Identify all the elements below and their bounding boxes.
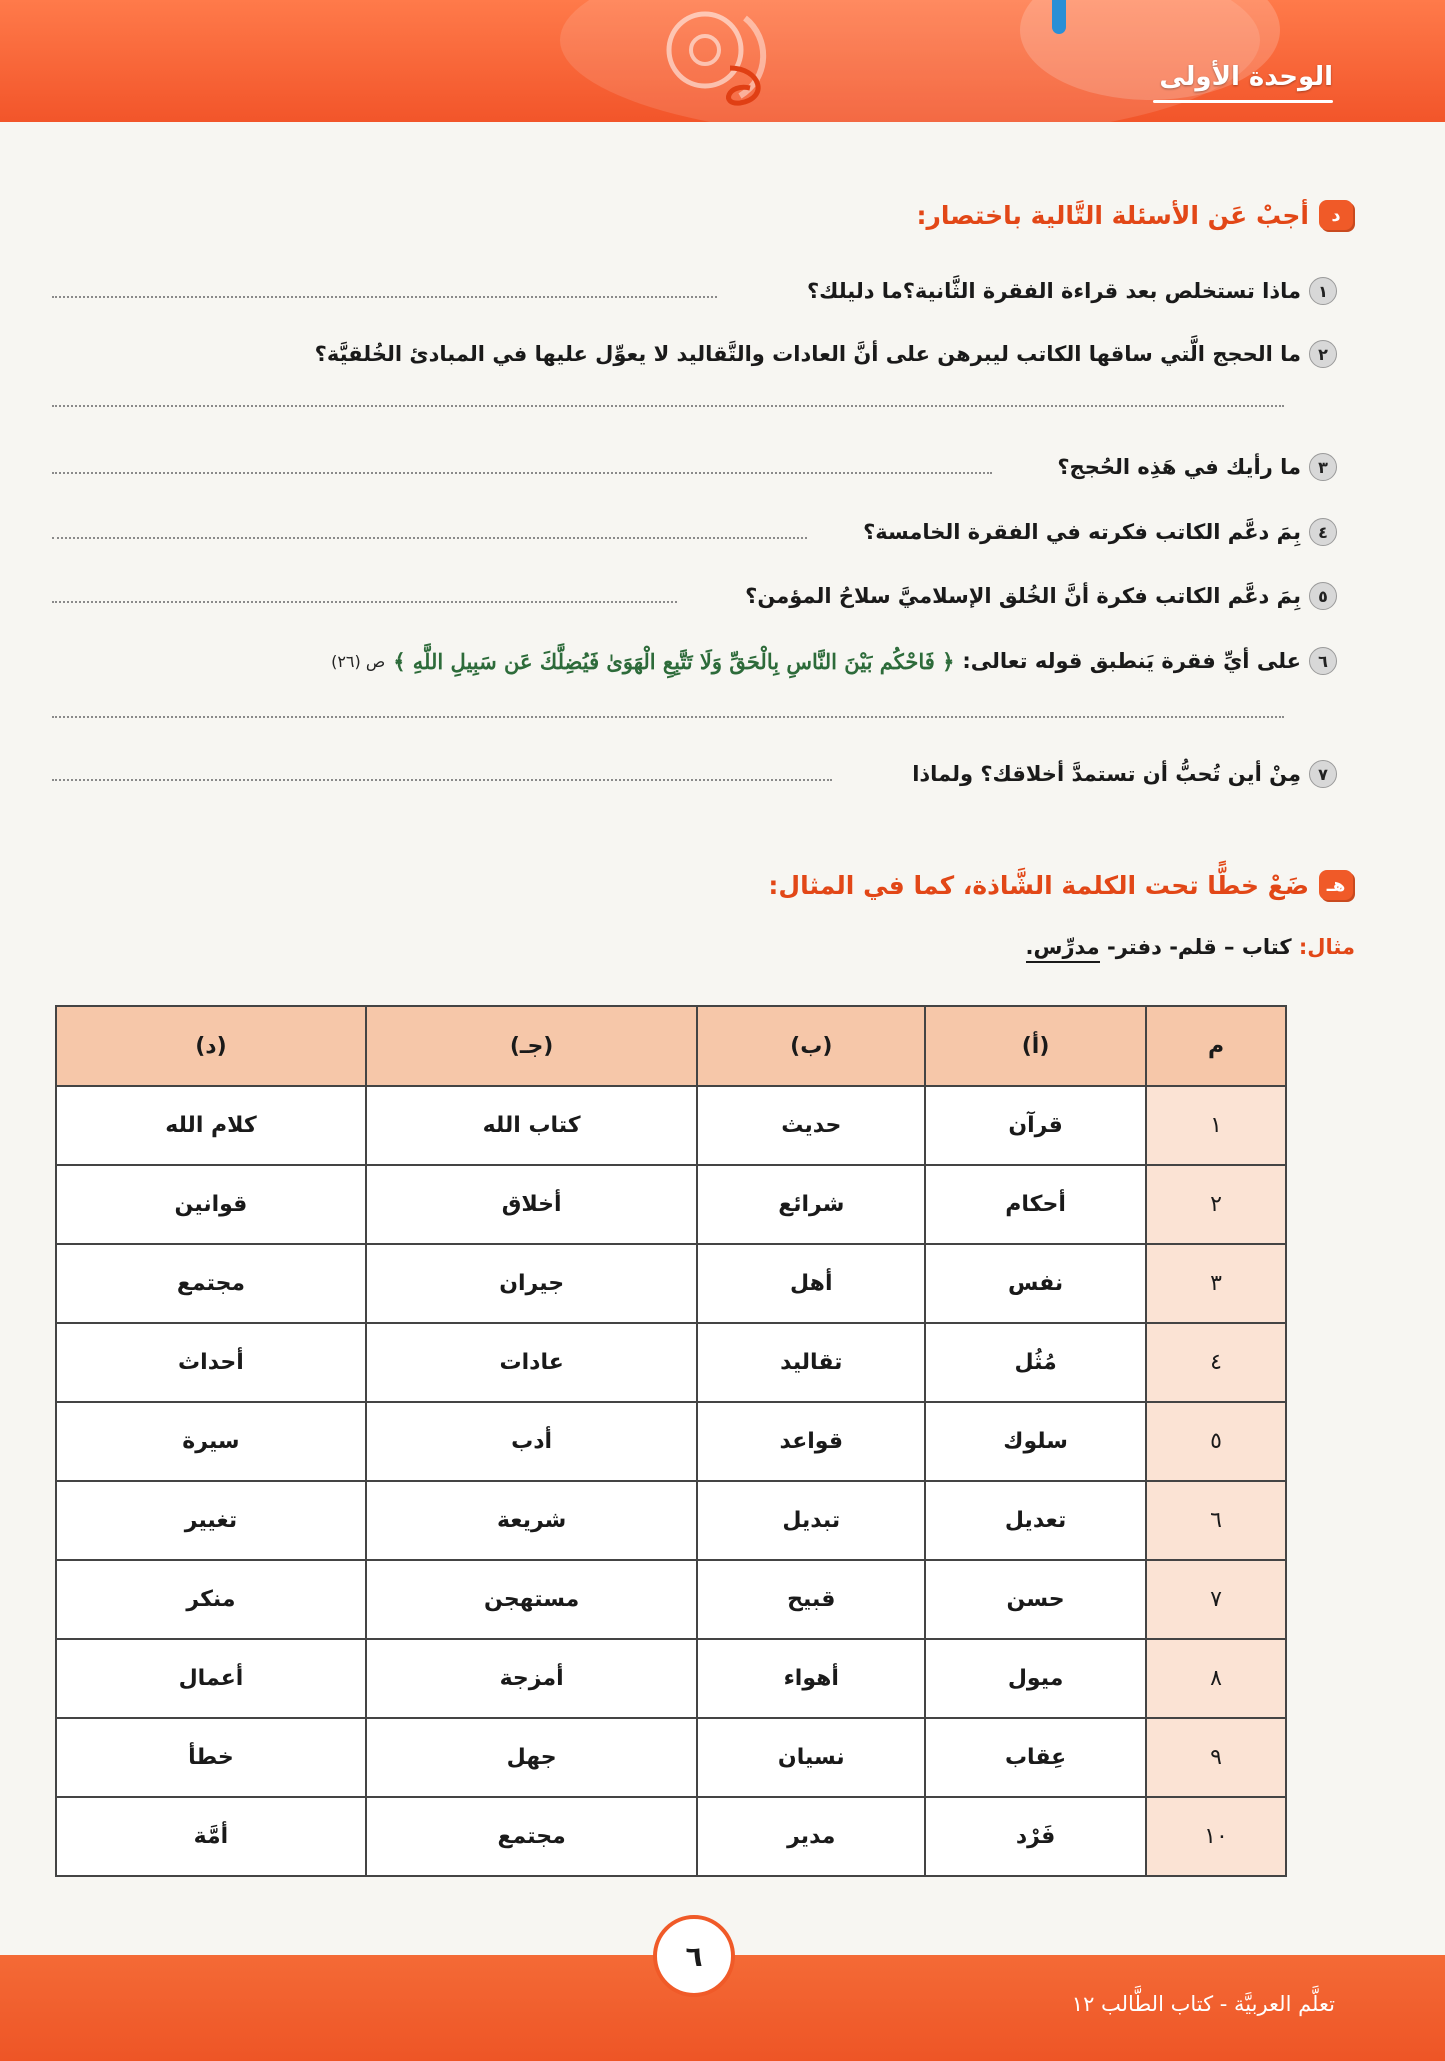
question-text: على أيِّ فقرة يَنطبق قوله تعالى: xyxy=(962,649,1301,673)
quran-verse: ﴿ فَاحْكُم بَيْنَ النَّاسِ بِالْحَقِّ وَلَا تَتَّبِعِ الْهَوَىٰ فَيُضِلَّكَ عَن سَبِيلِ اللَّهِ ﴾ xyxy=(393,648,955,674)
row-number: ١ xyxy=(1146,1086,1286,1165)
question-number: ٥ xyxy=(1309,582,1337,610)
row-number: ٦ xyxy=(1146,1481,1286,1560)
word-cell[interactable]: قوانين xyxy=(56,1165,366,1244)
word-cell[interactable]: تبديل xyxy=(697,1481,925,1560)
question-text: مِنْ أين تُحبُّ أن تستمدَّ أخلاقك؟ ولماذا xyxy=(912,762,1301,786)
table-header-row xyxy=(56,1006,1286,1086)
word-cell[interactable]: حديث xyxy=(697,1086,925,1165)
question-7 xyxy=(912,760,1337,788)
question-2 xyxy=(315,340,1337,368)
column-header-d: (د) xyxy=(56,1006,366,1086)
question-number: ١ xyxy=(1309,277,1337,305)
words-table xyxy=(55,1005,1287,1877)
unit-title: الوحدة الأولى xyxy=(1159,62,1333,92)
word-cell[interactable]: جيران xyxy=(366,1244,698,1323)
word-cell[interactable]: كلام الله xyxy=(56,1086,366,1165)
question-number: ٦ xyxy=(1309,647,1337,675)
word-cell[interactable]: أمَّة xyxy=(56,1797,366,1876)
question-text: ما رأيك في هَذِه الحُجج؟ xyxy=(1057,455,1301,479)
row-number: ٥ xyxy=(1146,1402,1286,1481)
word-cell[interactable]: ميول xyxy=(925,1639,1146,1718)
question-text: بِمَ دعَّم الكاتب فكرته في الفقرة الخامسة؟ xyxy=(863,520,1301,544)
example-line xyxy=(1026,935,1356,959)
table-row xyxy=(56,1797,1286,1876)
word-cell[interactable]: سيرة xyxy=(56,1402,366,1481)
question-5 xyxy=(745,582,1337,610)
question-3 xyxy=(1057,453,1337,481)
word-cell[interactable]: خطأ xyxy=(56,1718,366,1797)
header-accent xyxy=(1052,0,1066,34)
section-d-heading xyxy=(917,200,1354,230)
column-header-index: م xyxy=(1146,1006,1286,1086)
word-cell[interactable]: مدير xyxy=(697,1797,925,1876)
word-cell[interactable]: أحداث xyxy=(56,1323,366,1402)
question-number: ٢ xyxy=(1309,340,1337,368)
answer-line[interactable] xyxy=(52,537,807,539)
table-row xyxy=(56,1560,1286,1639)
word-cell[interactable]: نسيان xyxy=(697,1718,925,1797)
question-number: ٧ xyxy=(1309,760,1337,788)
word-cell[interactable]: مجتمع xyxy=(366,1797,698,1876)
word-cell[interactable]: قرآن xyxy=(925,1086,1146,1165)
word-cell[interactable]: قواعد xyxy=(697,1402,925,1481)
example-words: كتاب – قلم- دفتر- xyxy=(1107,935,1292,959)
unit-title-underline xyxy=(1153,100,1333,103)
word-cell[interactable]: تغيير xyxy=(56,1481,366,1560)
word-cell[interactable]: شريعة xyxy=(366,1481,698,1560)
table-row xyxy=(56,1323,1286,1402)
word-cell[interactable]: أحكام xyxy=(925,1165,1146,1244)
row-number: ٣ xyxy=(1146,1244,1286,1323)
word-cell[interactable]: تقاليد xyxy=(697,1323,925,1402)
word-cell[interactable]: مُثُل xyxy=(925,1323,1146,1402)
column-header-a: (أ) xyxy=(925,1006,1146,1086)
word-cell[interactable]: كتاب الله xyxy=(366,1086,698,1165)
word-cell[interactable]: مستهجن xyxy=(366,1560,698,1639)
word-cell[interactable]: سلوك xyxy=(925,1402,1146,1481)
example-odd-word: مدرِّس. xyxy=(1026,935,1100,963)
word-cell[interactable]: عادات xyxy=(366,1323,698,1402)
question-number: ٤ xyxy=(1309,518,1337,546)
word-cell[interactable]: قبيح xyxy=(697,1560,925,1639)
column-header-b: (ب) xyxy=(697,1006,925,1086)
table-row xyxy=(56,1718,1286,1797)
question-4 xyxy=(863,518,1337,546)
word-cell[interactable]: شرائع xyxy=(697,1165,925,1244)
question-1 xyxy=(807,277,1337,305)
header-ornament-icon xyxy=(650,8,790,108)
word-cell[interactable]: نفس xyxy=(925,1244,1146,1323)
section-h-badge: هـ xyxy=(1319,870,1353,900)
word-cell[interactable]: أدب xyxy=(366,1402,698,1481)
table-row xyxy=(56,1481,1286,1560)
table-row xyxy=(56,1165,1286,1244)
word-cell[interactable]: عِقاب xyxy=(925,1718,1146,1797)
section-d-badge: د xyxy=(1319,200,1353,230)
question-text: ماذا تستخلص بعد قراءة الفقرة الثَّانية؟ما دليلك؟ xyxy=(806,279,1301,303)
word-cell[interactable]: مجتمع xyxy=(56,1244,366,1323)
answer-line[interactable] xyxy=(52,716,1284,718)
word-cell[interactable]: أخلاق xyxy=(366,1165,698,1244)
section-h-title: ضَعْ خطًّا تحت الكلمة الشَّاذة، كما في المثال: xyxy=(768,870,1309,900)
question-text: بِمَ دعَّم الكاتب فكرة أنَّ الخُلق الإسلاميَّ سلاحُ المؤمن؟ xyxy=(745,584,1301,608)
row-number: ٤ xyxy=(1146,1323,1286,1402)
section-d-title: أجبْ عَن الأسئلة التَّالية باختصار: xyxy=(916,200,1309,230)
answer-line[interactable] xyxy=(52,472,992,474)
section-h-heading xyxy=(768,870,1353,900)
row-number: ٨ xyxy=(1146,1639,1286,1718)
word-cell[interactable]: حسن xyxy=(925,1560,1146,1639)
word-cell[interactable]: جهل xyxy=(366,1718,698,1797)
question-6 xyxy=(331,647,1337,675)
table-row xyxy=(56,1402,1286,1481)
question-text: ما الحجج الَّتي ساقها الكاتب ليبرهن على أنَّ العادات والتَّقاليد لا يعوِّل عليها في المبادئ الخُلقيَّة؟ xyxy=(314,342,1301,366)
word-cell[interactable]: تعديل xyxy=(925,1481,1146,1560)
row-number: ٩ xyxy=(1146,1718,1286,1797)
answer-line[interactable] xyxy=(52,296,717,298)
word-cell[interactable]: أمزجة xyxy=(366,1639,698,1718)
table-row xyxy=(56,1244,1286,1323)
answer-line[interactable] xyxy=(52,405,1284,407)
table-row xyxy=(56,1639,1286,1718)
page-number: ٦ xyxy=(653,1915,735,1997)
page-header xyxy=(0,0,1445,122)
question-number: ٣ xyxy=(1309,453,1337,481)
answer-line[interactable] xyxy=(52,779,832,781)
row-number: ١٠ xyxy=(1146,1797,1286,1876)
word-cell[interactable]: منكر xyxy=(56,1560,366,1639)
answer-line[interactable] xyxy=(52,601,677,603)
column-header-c: (جـ) xyxy=(366,1006,698,1086)
row-number: ٢ xyxy=(1146,1165,1286,1244)
example-label: مثال: xyxy=(1298,935,1355,959)
verse-reference: ص (٢٦) xyxy=(331,651,386,671)
word-cell[interactable]: فَرْد xyxy=(925,1797,1146,1876)
row-number: ٧ xyxy=(1146,1560,1286,1639)
word-cell[interactable]: أهل xyxy=(697,1244,925,1323)
table-row xyxy=(56,1086,1286,1165)
odd-word-table xyxy=(55,1005,1287,1877)
word-cell[interactable]: أعمال xyxy=(56,1639,366,1718)
word-cell[interactable]: أهواء xyxy=(697,1639,925,1718)
book-title: تعلَّم العربيَّة - كتاب الطَّالب ١٢ xyxy=(1071,1992,1335,2016)
